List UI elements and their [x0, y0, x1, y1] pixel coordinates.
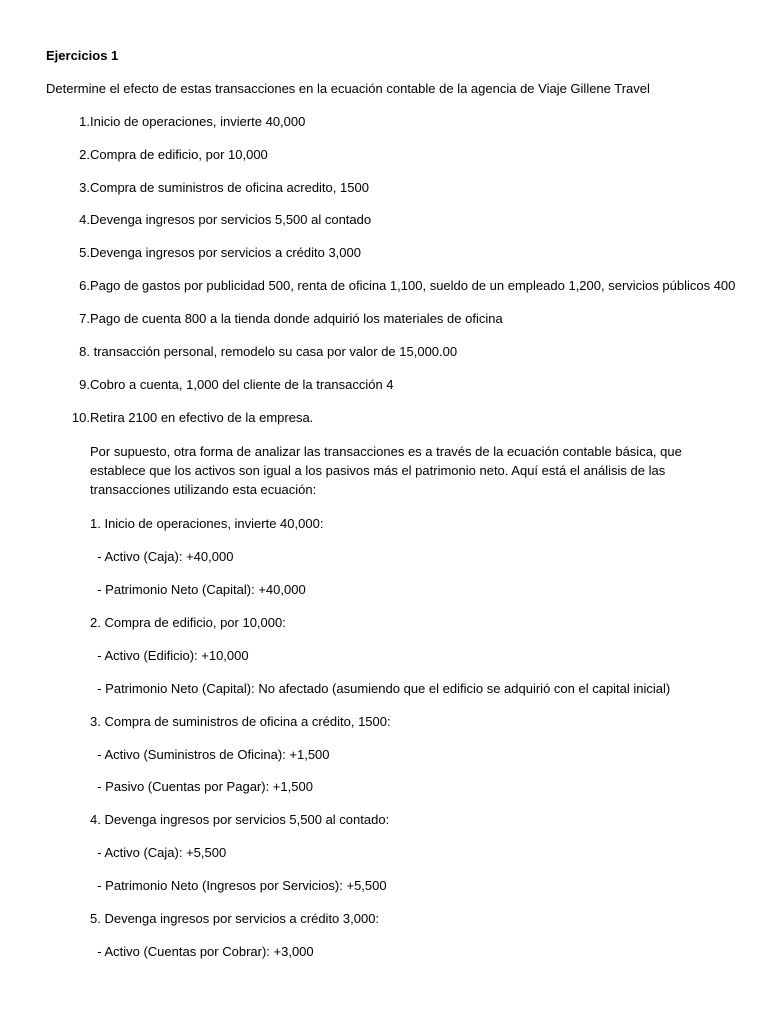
list-item-text: Compra de suministros de oficina acredito, 1500: [90, 180, 369, 195]
list-item-text: Inicio de operaciones, invierte 40,000: [90, 114, 306, 129]
list-item: [46, 309, 726, 328]
analysis-entry: - Pasivo (Cuentas por Pagar): +1,500: [90, 779, 313, 794]
list-item-text: Devenga ingresos por servicios a crédito 3,000: [90, 245, 361, 260]
analysis-intro: Por supuesto, otra forma de analizar las transacciones es a través de la ecuación contable básica, que establece que los activos son igual a los pasivos más el patrimonio neto. Aquí está el análisis de las transacciones utilizando esta ecuación:: [90, 444, 682, 497]
list-item: [46, 342, 726, 361]
analysis-entry: - Patrimonio Neto (Capital): +40,000: [90, 582, 306, 597]
list-item-number: 10.: [71, 410, 90, 425]
list-item-text: Cobro a cuenta, 1,000 del cliente de la transacción 4: [90, 377, 394, 392]
list-item-number: 2.: [79, 147, 90, 162]
list-item-number: 8.: [79, 344, 90, 359]
list-item-number: 9.: [79, 377, 90, 392]
analysis-entry: - Activo (Caja): +5,500: [90, 845, 227, 860]
analysis-entry: - Activo (Suministros de Oficina): +1,500: [90, 747, 330, 762]
list-item-number: 6.: [79, 278, 90, 293]
list-item: [46, 178, 726, 197]
analysis-heading: 3. Compra de suministros de oficina a crédito, 1500:: [90, 714, 391, 729]
analysis-entry: - Patrimonio Neto (Capital): No afectado (asumiendo que el edificio se adquirió con el capital inicial): [90, 681, 671, 696]
analysis-entry: - Activo (Edificio): +10,000: [90, 648, 249, 663]
list-item-text: Pago de gastos por publicidad 500, renta de oficina 1,100, sueldo de un empleado 1,200, servicios públicos 400: [90, 278, 736, 293]
list-item-number: 4.: [79, 212, 90, 227]
list-item: [46, 276, 736, 295]
document-title: Ejercicios 1: [46, 48, 119, 63]
analysis-heading: 5. Devenga ingresos por servicios a crédito 3,000:: [90, 911, 380, 926]
list-item-text: Pago de cuenta 800 a la tienda donde adquirió los materiales de oficina: [90, 311, 503, 326]
analysis-entry: - Activo (Caja): +40,000: [90, 549, 234, 564]
analysis-entry: - Patrimonio Neto (Ingresos por Servicios): +5,500: [90, 878, 387, 893]
list-item: [46, 112, 726, 131]
list-item-number: 1.: [79, 114, 90, 129]
analysis-heading: 2. Compra de edificio, por 10,000:: [90, 615, 286, 630]
analysis-entry: - Activo (Cuentas por Cobrar): +3,000: [90, 944, 314, 959]
list-item-text: Devenga ingresos por servicios 5,500 al contado: [90, 212, 372, 227]
analysis-heading: 1. Inicio de operaciones, invierte 40,000:: [90, 516, 324, 531]
list-item-number: 7.: [79, 311, 90, 326]
list-item-number: 5.: [79, 245, 90, 260]
list-item: [46, 243, 726, 262]
list-item-text: Compra de edificio, por 10,000: [90, 147, 268, 162]
analysis-heading: 4. Devenga ingresos por servicios 5,500 al contado:: [90, 812, 390, 827]
list-item: [46, 375, 726, 394]
list-item: [46, 210, 726, 229]
list-item: [46, 408, 726, 427]
list-item-text: Retira 2100 en efectivo de la empresa.: [90, 410, 314, 425]
list-item-text: transacción personal, remodelo su casa por valor de 15,000.00: [90, 344, 458, 359]
document-intro: Determine el efecto de estas transacciones en la ecuación contable de la agencia de Viaje Gillene Travel: [46, 81, 650, 96]
list-item: [46, 145, 726, 164]
list-item-number: 3.: [79, 180, 90, 195]
